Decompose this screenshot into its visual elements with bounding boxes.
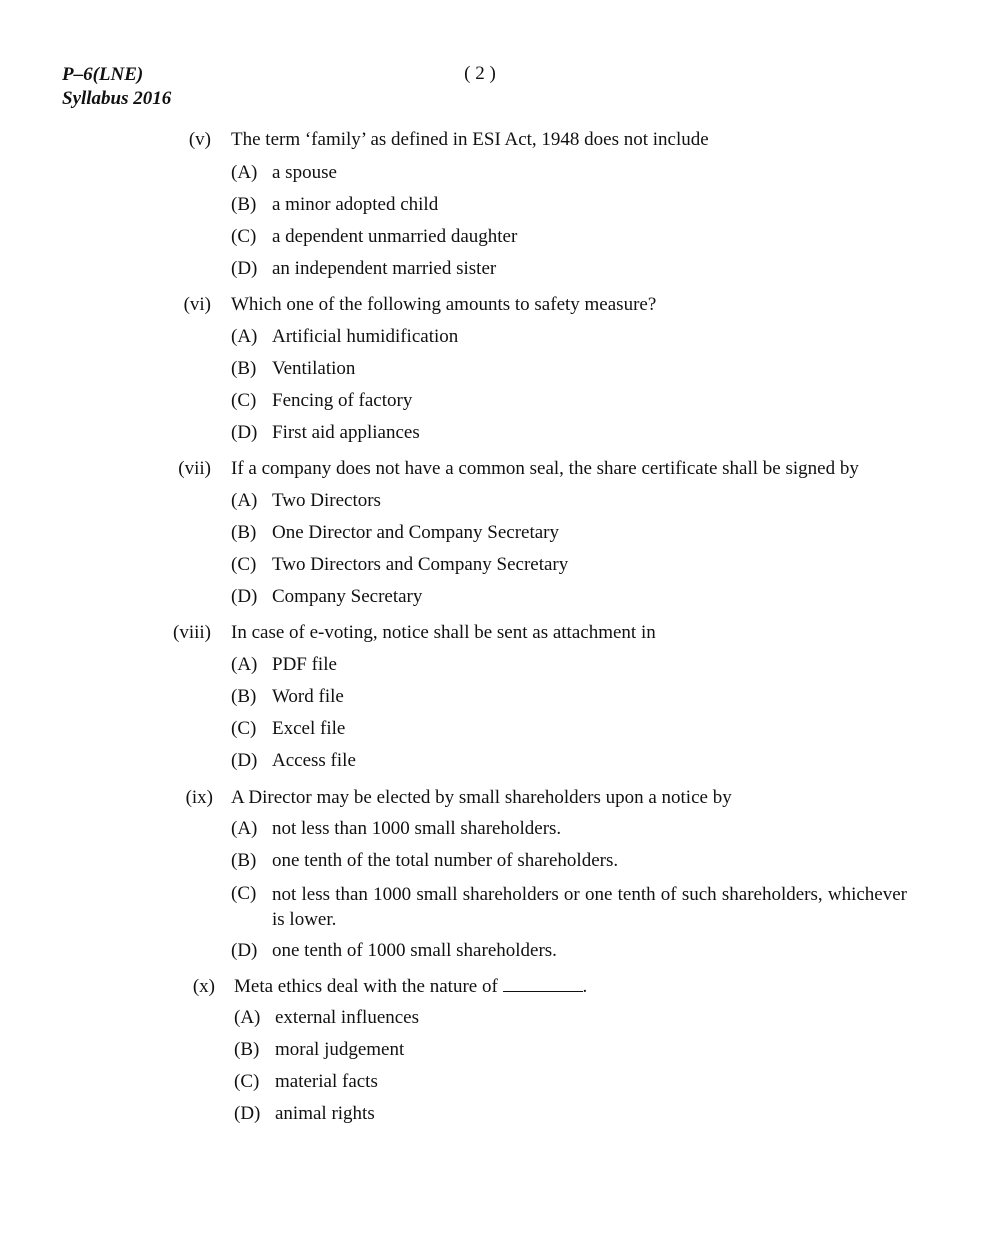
option-text: material facts <box>275 1071 378 1092</box>
option-text: one tenth of the total number of shareholders. <box>272 850 619 871</box>
page-number: ( 2 ) <box>464 63 496 84</box>
option-text: Two Directors <box>272 490 381 511</box>
question-stem: Which one of the following amounts to safety measure? <box>231 294 657 315</box>
option-d <box>231 585 911 609</box>
option-letter: (D) <box>231 586 258 607</box>
option-letter: (B) <box>231 522 257 543</box>
option-b <box>231 357 911 381</box>
option-d <box>231 749 911 773</box>
option-letter: (B) <box>231 358 257 379</box>
option-letter: (A) <box>234 1007 261 1028</box>
question-stem: A Director may be elected by small shareholders upon a notice by <box>231 787 732 808</box>
option-text: Word file <box>272 686 344 707</box>
option-text: Excel file <box>272 718 346 739</box>
option-text: Access file <box>272 750 356 771</box>
option-letter: (A) <box>231 162 258 183</box>
option-a <box>234 1006 914 1030</box>
paper-code <box>62 63 171 111</box>
option-d <box>231 421 911 445</box>
paper-code-text: P–6(LNE) <box>62 64 144 85</box>
option-d <box>231 257 911 281</box>
option-text: not less than 1000 small shareholders or one tenth of such shareholders, whichever is lower. <box>272 884 907 930</box>
option-letter: (C) <box>231 226 257 247</box>
option-letter: (C) <box>231 390 257 411</box>
option-letter: (B) <box>231 850 257 871</box>
option-text: a dependent unmarried daughter <box>272 226 518 247</box>
option-c <box>231 882 911 932</box>
question-number: (vii) <box>178 458 211 479</box>
option-letter: (D) <box>231 422 258 443</box>
option-text: not less than 1000 small shareholders. <box>272 818 562 839</box>
question-number: (viii) <box>173 622 211 643</box>
option-letter: (C) <box>231 718 257 739</box>
option-d <box>231 939 911 963</box>
option-letter: (A) <box>231 654 258 675</box>
option-c <box>231 225 911 249</box>
option-letter: (A) <box>231 326 258 347</box>
option-letter: (D) <box>231 750 258 771</box>
question-number: (v) <box>188 129 211 150</box>
option-letter: (A) <box>231 490 258 511</box>
question-stem: Meta ethics deal with the nature of <box>234 976 498 997</box>
option-text: external influences <box>275 1007 420 1028</box>
option-letter: (B) <box>231 194 257 215</box>
option-a <box>231 489 911 513</box>
option-b <box>231 193 911 217</box>
question-number: (ix) <box>185 787 213 808</box>
option-b <box>231 685 911 709</box>
question-stem-end: . <box>582 976 588 997</box>
option-c <box>231 717 911 741</box>
option-text: First aid appliances <box>272 422 420 443</box>
option-text: an independent married sister <box>272 258 497 279</box>
option-b <box>231 521 911 545</box>
option-letter: (A) <box>231 818 258 839</box>
option-a <box>231 817 911 841</box>
question-stem: In case of e-voting, notice shall be sent as attachment in <box>231 622 656 643</box>
option-text: Ventilation <box>272 358 356 379</box>
question-number: (x) <box>192 976 215 997</box>
option-text: Fencing of factory <box>272 390 413 411</box>
option-a <box>231 653 911 677</box>
option-text: a minor adopted child <box>272 194 439 215</box>
question-stem: The term ‘family’ as defined in ESI Act, 1948 does not include <box>231 129 709 150</box>
option-text: One Director and Company Secretary <box>272 522 560 543</box>
option-letter: (D) <box>231 258 258 279</box>
question-stem-line <box>234 975 914 999</box>
option-letter: (C) <box>234 1071 260 1092</box>
option-text: moral judgement <box>275 1039 405 1060</box>
option-c <box>234 1070 914 1094</box>
question-stem: If a company does not have a common seal, the share certificate shall be signed by <box>231 458 859 479</box>
option-letter: (B) <box>234 1039 260 1060</box>
question-number: (vi) <box>183 294 211 315</box>
option-letter: (D) <box>231 940 258 961</box>
option-text: a spouse <box>272 162 337 183</box>
option-a <box>231 325 911 349</box>
option-text: animal rights <box>275 1103 375 1124</box>
option-c <box>231 553 911 577</box>
option-text: PDF file <box>272 654 337 675</box>
option-text: Two Directors and Company Secretary <box>272 554 569 575</box>
option-a <box>231 161 911 185</box>
option-text: Company Secretary <box>272 586 423 607</box>
option-d <box>234 1102 914 1126</box>
option-letter: (C) <box>231 554 257 575</box>
option-letter: (D) <box>234 1103 261 1124</box>
option-letter: (C) <box>231 883 257 904</box>
answer-blank <box>503 975 583 992</box>
option-b <box>231 849 911 873</box>
option-text: Artificial humidification <box>272 326 459 347</box>
option-c <box>231 389 911 413</box>
syllabus-text: Syllabus 2016 <box>62 88 172 109</box>
option-text: one tenth of 1000 small shareholders. <box>272 940 557 961</box>
option-b <box>234 1038 914 1062</box>
option-letter: (B) <box>231 686 257 707</box>
